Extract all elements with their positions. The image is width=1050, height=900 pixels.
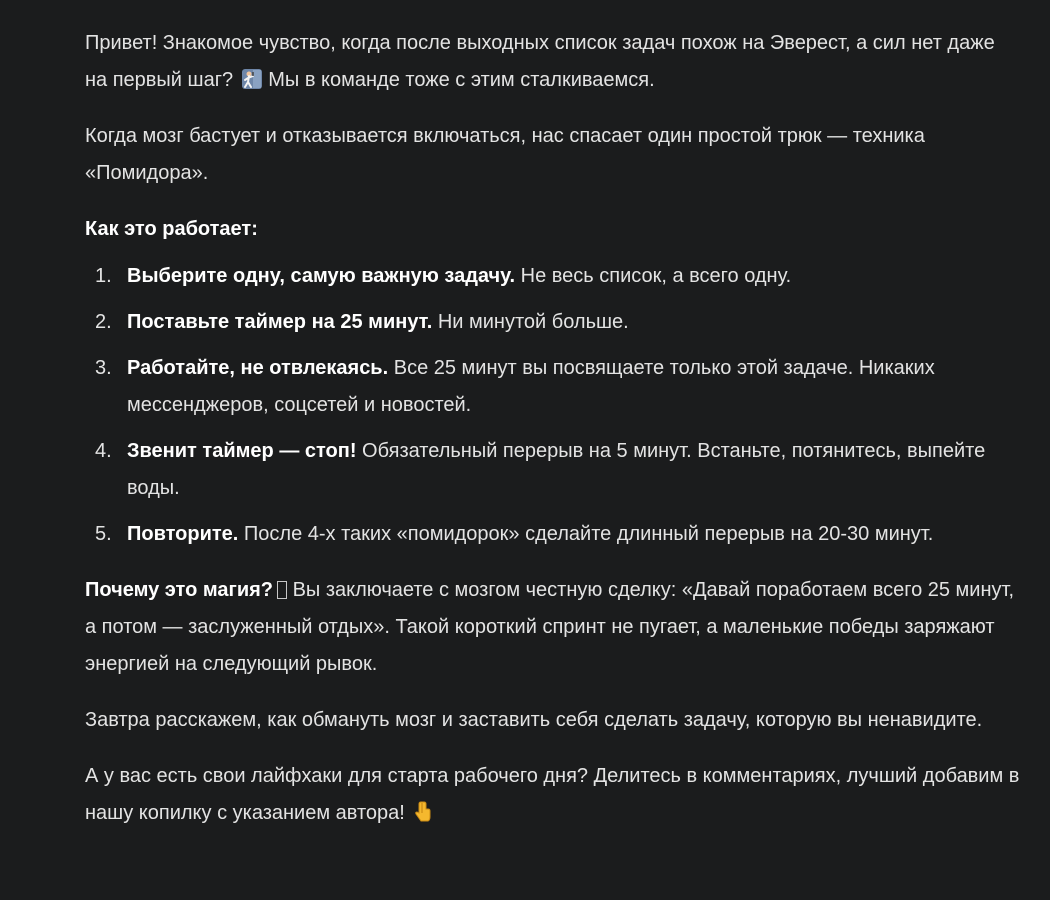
closing-text: А у вас есть свои лайфхаки для старта рабочего дня? Делитесь в комментариях, лучший добавим в нашу копилку с указанием автора! [85, 765, 1020, 824]
step-text: Все 25 минут вы посвящаете только этой задаче. Никаких мессенджеров, соцсетей и новостей. [127, 357, 935, 416]
list-item [85, 433, 1020, 507]
list-item [85, 516, 1020, 553]
message-body [85, 25, 1020, 851]
intro-text: Привет! Знакомое чувство, когда после выходных список задач похож на Эверест, а сил нет даже на первый шаг? [85, 32, 995, 91]
step-title: Работайте, не отвлекаясь. [127, 357, 389, 379]
step-title: Поставьте таймер на 25 минут. [127, 311, 433, 333]
why-text: Вы заключаете с мозгом честную сделку: «Давай поработаем всего 25 минут, а потом — заслуженный отдых». Такой короткий спринт не пугает, а маленькие победы заряжают энергией на следующий рывок. [85, 579, 1015, 675]
technique-paragraph: Когда мозг бастует и отказывается включаться, нас спасает один простой трюк — техника «Помидора». [85, 125, 925, 184]
step-text: После 4-х таких «помидорок» сделайте длинный перерыв на 20-30 минут. [238, 523, 934, 545]
why-paragraph [85, 572, 1020, 683]
step-title: Повторите. [127, 523, 239, 545]
list-item [85, 258, 1020, 295]
closing-paragraph [85, 758, 1020, 832]
step-text: Обязательный перерыв на 5 минут. Встаньте, потянитесь, выпейте воды. [127, 440, 986, 499]
missing-glyph-icon [277, 581, 287, 599]
list-item [85, 350, 1020, 424]
intro-paragraph [85, 25, 1020, 99]
list-item [85, 304, 1020, 341]
step-text: Не весь список, а всего одну. [515, 265, 792, 287]
step-number: 4. [95, 440, 112, 462]
step-number: 2. [95, 311, 112, 333]
step-number: 3. [95, 357, 112, 379]
step-number: 1. [95, 265, 112, 287]
step-title: Выберите одну, самую важную задачу. [127, 265, 516, 287]
why-heading: Почему это магия? [85, 579, 274, 601]
step-text: Ни минутой больше. [432, 311, 629, 333]
how-it-works-heading: Как это работает: [85, 218, 258, 240]
steps-list [85, 258, 1020, 553]
intro-text-after: Мы в команде тоже с этим сталкиваемся. [268, 69, 655, 91]
step-number: 5. [95, 523, 112, 545]
pointing-down-icon [412, 799, 434, 821]
step-title: Звенит таймер — стоп! [127, 440, 357, 462]
climber-icon [241, 66, 263, 88]
tomorrow-paragraph: Завтра расскажем, как обмануть мозг и заставить себя сделать задачу, которую вы ненавидите. [85, 709, 983, 731]
